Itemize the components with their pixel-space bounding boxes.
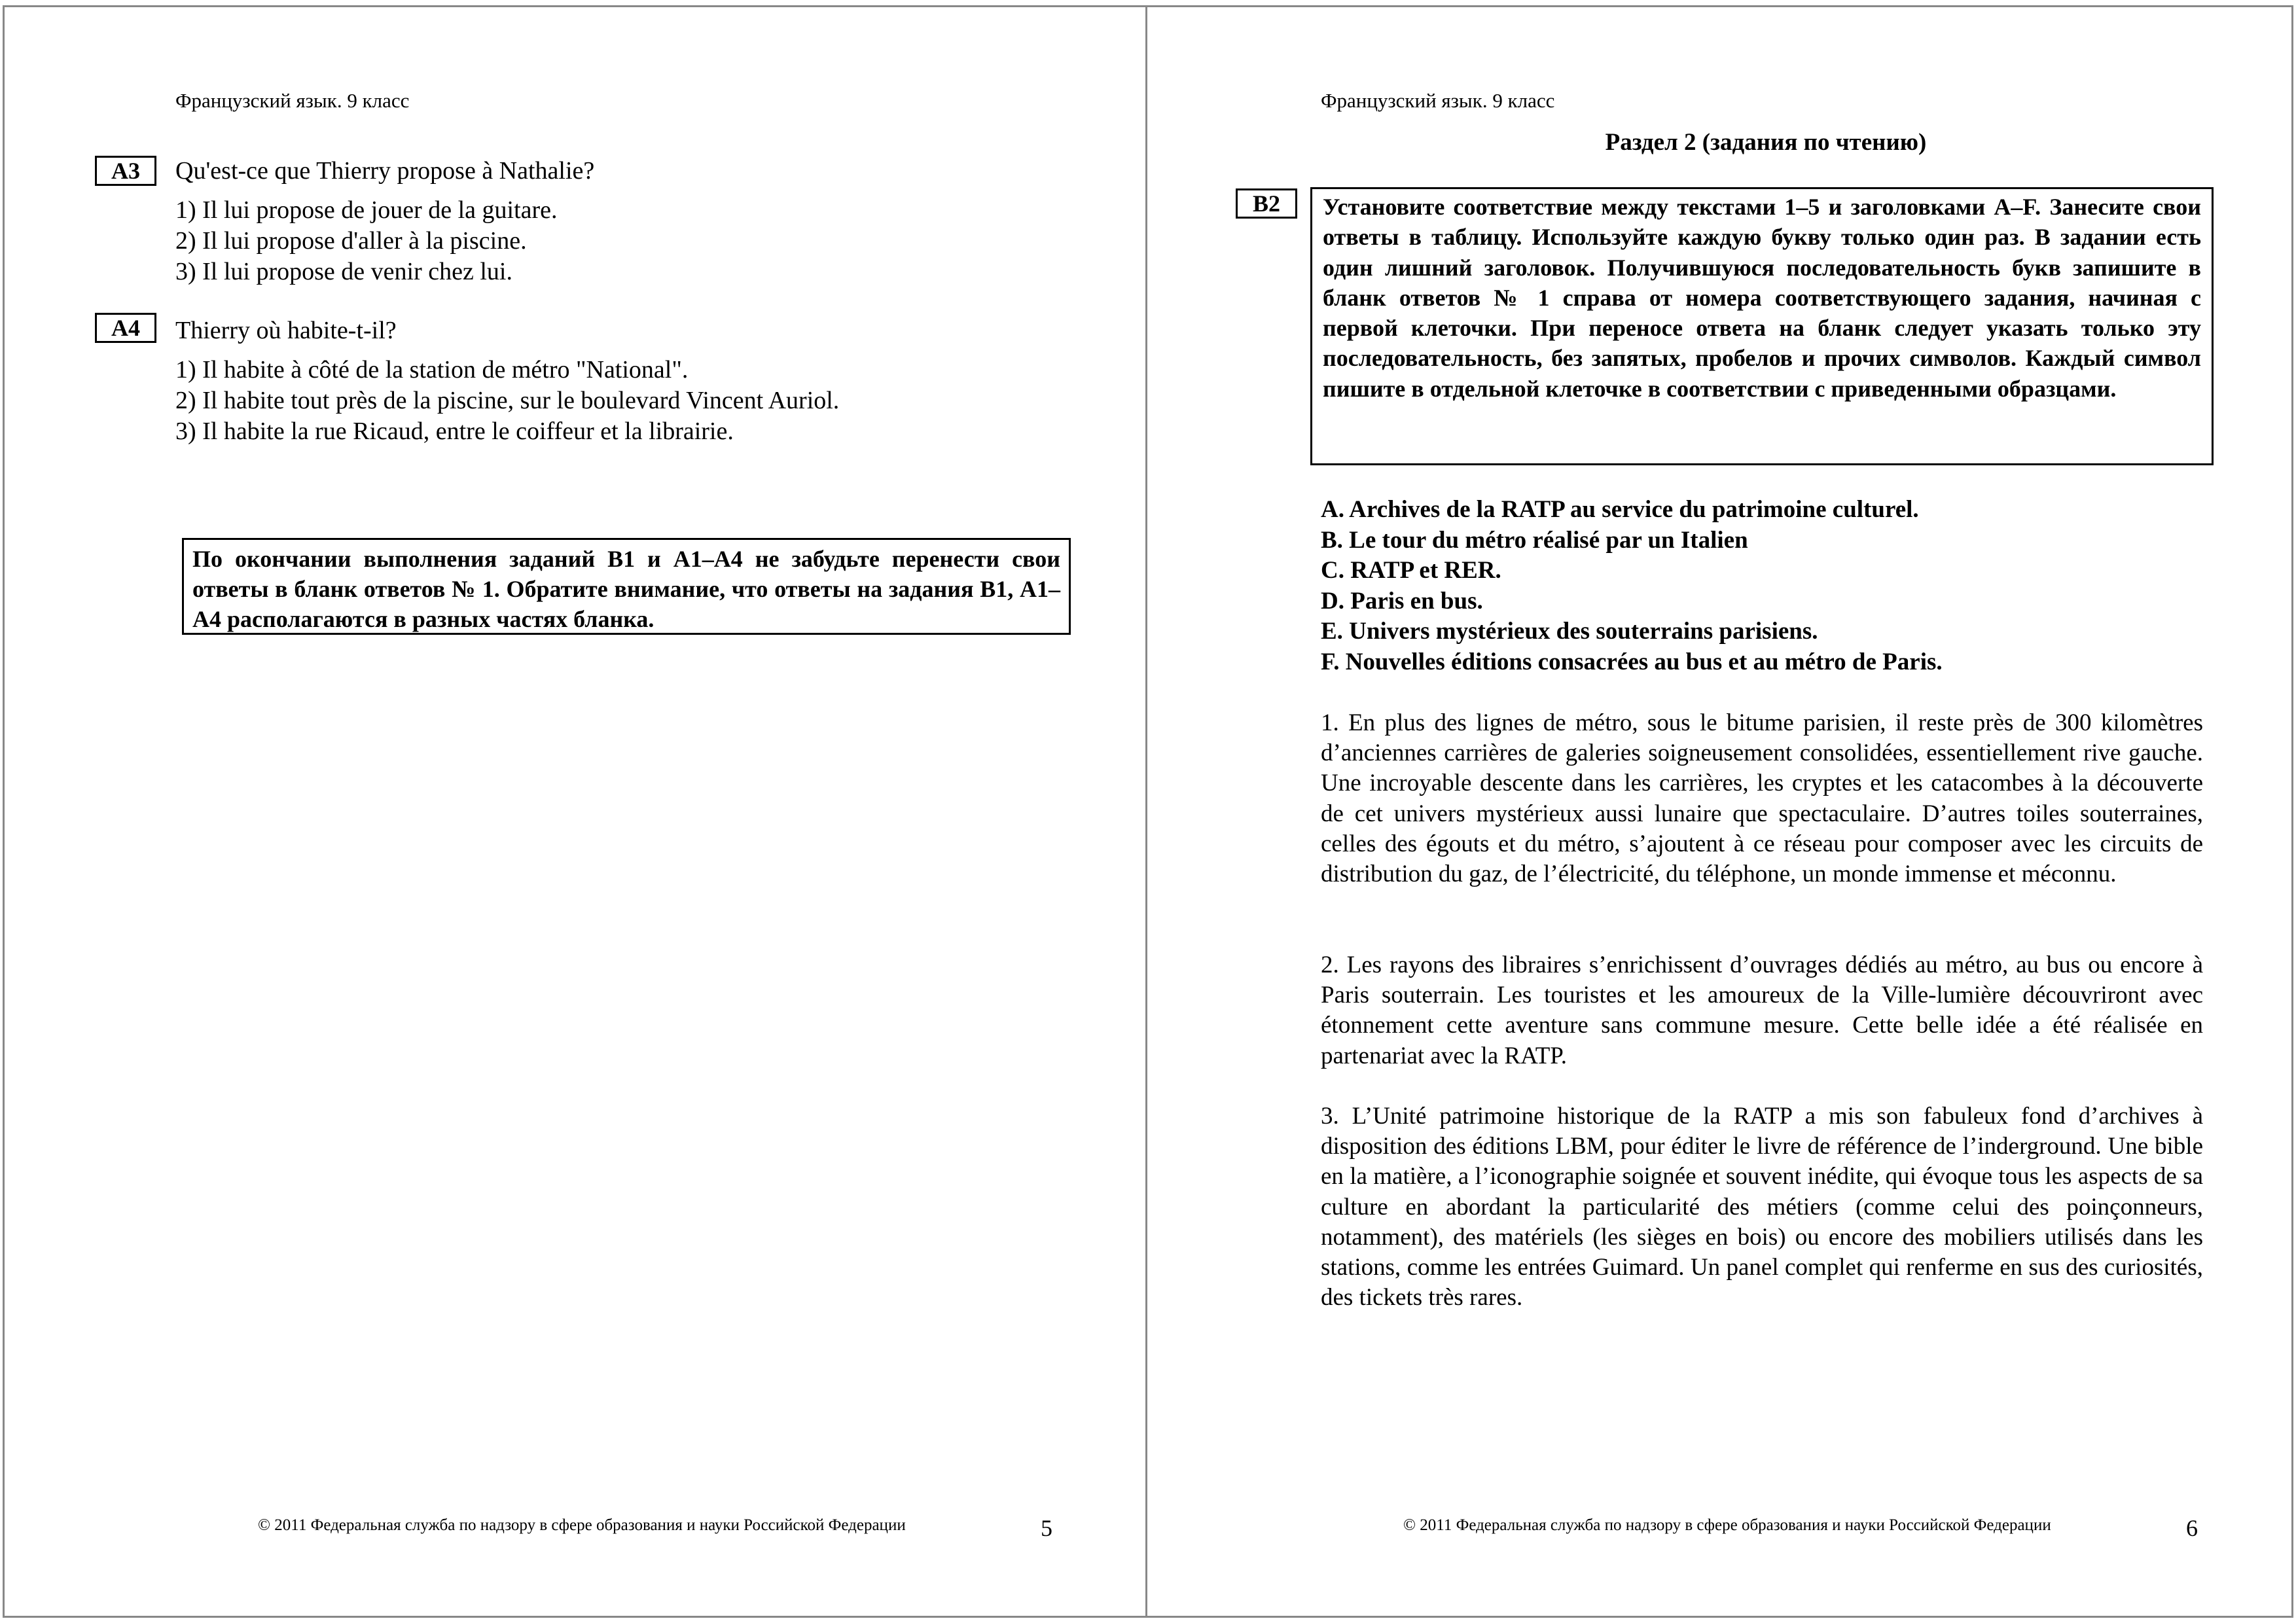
right-page-footer: © 2011 Федеральная служба по надзору в сфере образования и науки Российской Федерации: [1403, 1516, 2051, 1534]
question-a4-options: [175, 355, 839, 447]
task-b2-label: B2: [1236, 188, 1297, 219]
right-page-number: 6: [2186, 1515, 2198, 1541]
question-a4-label: A4: [95, 313, 156, 343]
reading-text-3: 3. L’Unité patrimoine historique de la RATP a mis son fabuleux fond d’archives à disposition des éditions LBM, pour éditer le livre de référence de l’inderground. Une bible en la matière, a l’iconographie soignée et souvent inédite, qui évoque tous les aspects de sa culture en abordant la particularité des métiers (comme celui des poinçonneurs, notamment), des matériels (les sièges en bois) ou encore des mobiliers utilisés dans les stations, comme les entrées Guimard. Un panel complet qui renferme en sus des curiosités, des tickets très rares.: [1321, 1103, 2203, 1311]
question-a3-label: A3: [95, 156, 156, 186]
left-page-header: Французский язык. 9 класс: [175, 89, 410, 112]
page-divider: [1145, 5, 1147, 1618]
heading-option-a: A. Archives de la RATP au service du patrimoine culturel.: [1321, 496, 1919, 523]
section-title: Раздел 2 (задания по чтению): [1605, 129, 1927, 156]
heading-option-c: C. RATP et RER.: [1321, 557, 1501, 584]
answer-option: 1) Il habite à côté de la station de métro "National".: [175, 356, 689, 383]
answer-option: 1) Il lui propose de jouer de la guitare.: [175, 196, 558, 224]
answer-option: 2) Il habite tout près de la piscine, sur le boulevard Vincent Auriol.: [175, 387, 840, 414]
task-b2-instructions: Установите соответствие между текстами 1–5 и заголовками А–F. Занесите свои ответы в таблицу. Используйте каждую букву только один раз. В задании есть один лишний заголовок. Получившуюся последовательность букв запишите в бланк ответов № 1 справа от номера соответствующего задания, начиная с первой клеточки. При переносе ответа на бланк следует указать только эту последовательность, без запятых, пробелов и прочих символов. Каждый символ пишите в отдельной клеточке в соответствии с приведенными образцами.: [1310, 187, 2214, 465]
reading-text-1: 1. En plus des lignes de métro, sous le bitume parisien, il reste près de 300 kilomètres d’anciennes carrières de galeries soigneusement consolidées, essentiellement rive gauche. Une incroyable descente dans les carrières, les cryptes et les catacombes à la découverte de cet univers mystérieux aussi lunaire que spectaculaire. D’autres toiles souterraines, celles des égouts et du métro, s’ajoutent à ce réseau pour composer avec les circuits de distribution du gaz, de l’électricité, du téléphone, un monde immense et méconnu.: [1321, 709, 2203, 888]
left-page-number: 5: [1041, 1515, 1052, 1541]
heading-option-b: B. Le tour du métro réalisé par un Italien: [1321, 526, 1748, 554]
question-a3-text: Qu'est-ce que Thierry propose à Nathalie?: [175, 157, 595, 185]
heading-option-e: E. Univers mystérieux des souterrains parisiens.: [1321, 618, 1818, 645]
answer-option: 3) Il habite la rue Ricaud, entre le coiffeur et la librairie.: [175, 418, 734, 445]
question-a4-text: Thierry où habite-t-il?: [175, 317, 397, 344]
transfer-answers-notice: По окончании выполнения заданий В1 и А1–А4 не забудьте перенести свои ответы в бланк ответов № 1. Обратите внимание, что ответы на задания В1, А1–А4 располагаются в разных частях бланка.: [182, 538, 1071, 635]
answer-option: 2) Il lui propose d'aller à la piscine.: [175, 227, 527, 255]
headings-list: [1321, 495, 1943, 677]
answer-option: 3) Il lui propose de venir chez lui.: [175, 258, 512, 285]
heading-option-d: D. Paris en bus.: [1321, 587, 1483, 615]
right-page-header: Французский язык. 9 класс: [1321, 89, 1555, 112]
question-a3-options: [175, 195, 558, 287]
heading-option-f: F. Nouvelles éditions consacrées au bus et au métro de Paris.: [1321, 648, 1943, 675]
left-page-footer: © 2011 Федеральная служба по надзору в сфере образования и науки Российской Федерации: [258, 1516, 906, 1534]
reading-text-2: 2. Les rayons des libraires s’enrichissent d’ouvrages dédiés au métro, au bus ou encore à Paris souterrain. Les touristes et les amoureux de la Ville-lumière découvriront avec étonnement cette aventure sans commune mesure. Cette belle idée a été réalisée en partenariat avec la RATP.: [1321, 952, 2203, 1069]
